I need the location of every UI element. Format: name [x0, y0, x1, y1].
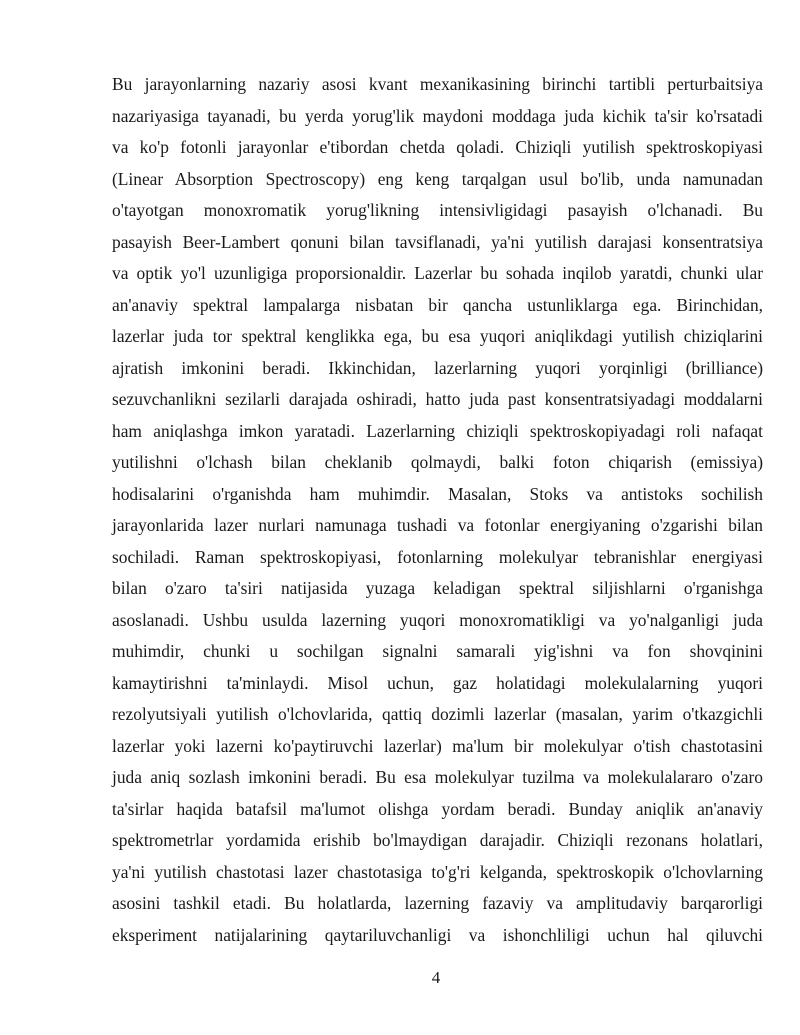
text-line: sezuvchanlikni sezilarli darajada oshiradi, hatto juda past konsentratsiyadagi moddalarni	[112, 389, 763, 409]
text-line: lazerlar juda tor spektral kenglikka ega, bu esa yuqori aniqlikdagi yutilish chiziqlarini	[112, 326, 763, 346]
text-line: (Linear Absorption Spectroscopy) eng keng tarqalgan usul bo'lib, unda namunadan	[112, 168, 763, 189]
text-line: asosini tashkil etadi. Bu holatlarda, lazerning fazaviy va amplitudaviy barqarorligi	[112, 893, 763, 913]
text-line: sochiladi. Raman spektroskopiyasi, fotonlarning molekulyar tebranishlar energiyasi	[112, 546, 763, 567]
text-line: ya'ni yutilish chastotasi lazer chastotasiga to'g'ri kelganda, spektroskopik o'lchovlarning	[112, 861, 763, 882]
text-line: hodisalarini o'rganishda ham muhimdir. Masalan, Stoks va antistoks sochilish	[112, 483, 763, 504]
text-line: yutilishni o'lchash bilan cheklanib qolmaydi, balki foton chiqarish (emissiya)	[112, 452, 763, 472]
text-line: an'anaviy spektral lampalarga nisbatan bir qancha ustunliklarga ega. Birinchidan,	[112, 294, 763, 315]
text-line: jarayonlarida lazer nurlari namunaga tushadi va fotonlar energiyaning o'zgarishi bilan	[112, 515, 763, 535]
text-line: nazariyasiga tayanadi, bu yerda yorug'lik maydoni moddaga juda kichik ta'sir ko'rsatadi	[112, 105, 763, 126]
text-line: muhimdir, chunki u sochilgan signalni samarali yig'ishni va fon shovqinini	[112, 641, 763, 661]
text-line: ham aniqlashga imkon yaratadi. Lazerlarning chiziqli spektroskopiyadagi roli nafaqat	[112, 420, 763, 441]
text-line: asoslanadi. Ushbu usulda lazerning yuqori monoxromatikligi va yo'nalganligi juda	[112, 609, 763, 630]
text-line: o'tayotgan monoxromatik yorug'likning intensivligidagi pasayish o'lchanadi. Bu	[112, 200, 763, 220]
text-line: lazerlar yoki lazerni ko'paytiruvchi lazerlar) ma'lum bir molekulyar o'tish chastotasini	[112, 735, 763, 756]
text-line: eksperiment natijalarining qaytariluvchanligi va ishonchliligi uchun hal qiluvchi	[112, 924, 763, 945]
text-line: spektrometrlar yordamida erishib bo'lmaydigan darajadir. Chiziqli rezonans holatlari,	[112, 830, 763, 850]
text-line: va ko'p fotonli jarayonlar e'tibordan chetda qoladi. Chiziqli yutilish spektroskopiyasi	[112, 137, 763, 157]
body-paragraph	[112, 69, 763, 951]
text-line: ajratish imkonini beradi. Ikkinchidan, lazerlarning yuqori yorqinligi (brilliance)	[112, 357, 763, 378]
text-line: va optik yo'l uzunligiga proporsionaldir. Lazerlar bu sohada inqilob yaratdi, chunki ular	[112, 263, 763, 283]
page-number: 4	[431, 968, 441, 987]
text-line: ta'sirlar haqida batafsil ma'lumot olishga yordam beradi. Bunday aniqlik an'anaviy	[112, 798, 763, 819]
text-line: bilan o'zaro ta'siri natijasida yuzaga keladigan spektral siljishlarni o'rganishga	[112, 578, 763, 598]
text-line: kamaytirishni ta'minlaydi. Misol uchun, gaz holatidagi molekulalarning yuqori	[112, 672, 763, 693]
text-line: rezolyutsiyali yutilish o'lchovlarida, qattiq dozimli lazerlar (masalan, yarim o'tkazgichli	[112, 704, 763, 724]
text-line: juda aniq sozlash imkonini beradi. Bu esa molekulyar tuzilma va molekulalararo o'zaro	[112, 767, 763, 787]
text-line: pasayish Beer-Lambert qonuni bilan tavsiflanadi, ya'ni yutilish darajasi konsentratsiya	[112, 231, 763, 252]
text-line: Bu jarayonlarning nazariy asosi kvant mexanikasining birinchi tartibli perturbaitsiya	[112, 74, 763, 94]
